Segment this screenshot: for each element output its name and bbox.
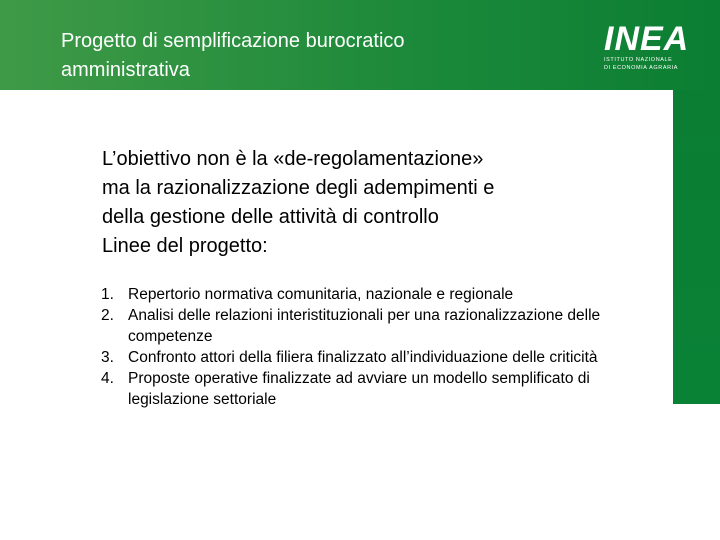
list-item-text: Analisi delle relazioni interistituzionali per una razionalizzazione delle competenze — [128, 307, 601, 345]
list-item-text: Proposte operative finalizzate ad avviare un modello semplificato di legislazione settoriale — [128, 370, 590, 408]
intro-line: della gestione delle attività di controllo — [102, 206, 439, 228]
project-steps-list — [101, 284, 601, 410]
list-item — [101, 347, 601, 368]
list-item-number: 1. — [101, 286, 114, 303]
logo-subtitle-2: DI ECONOMIA AGRARIA — [604, 65, 679, 71]
list-item-number: 3. — [101, 349, 114, 366]
list-item-number: 4. — [101, 370, 114, 387]
side-accent-bar — [673, 90, 720, 404]
list-item — [101, 305, 601, 347]
logo-subtitle-1: ISTITUTO NAZIONALE — [604, 57, 673, 63]
logo-mark: INEA — [604, 20, 690, 58]
intro-text — [102, 145, 622, 261]
list-item-number: 2. — [101, 307, 114, 324]
list-item-text: Confronto attori della filiera finalizzato all’individuazione delle criticità — [128, 349, 598, 366]
inea-logo — [604, 22, 704, 78]
header-banner — [0, 0, 720, 90]
slide-title: Progetto di semplificazione burocratico amministrativa — [61, 30, 405, 81]
list-item — [101, 284, 601, 305]
list-item-text: Repertorio normativa comunitaria, nazionale e regionale — [128, 286, 514, 303]
intro-line: ma la razionalizzazione degli adempimenti e — [102, 177, 495, 199]
list-item — [101, 368, 601, 410]
intro-line: Linee del progetto: — [102, 235, 268, 257]
intro-line: L’obiettivo non è la «de-regolamentazione» — [102, 148, 484, 170]
